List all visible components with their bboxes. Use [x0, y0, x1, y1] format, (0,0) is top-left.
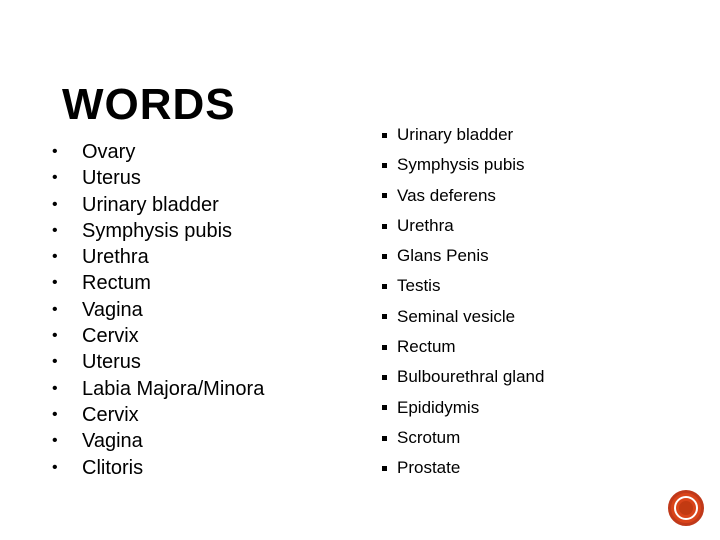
list-item-label: Prostate — [397, 458, 461, 478]
square-bullet-icon — [382, 133, 387, 138]
list-item-label: Seminal vesicle — [397, 306, 516, 326]
square-bullet-icon — [382, 254, 387, 259]
list-item-label: Vas deferens — [397, 185, 496, 205]
list-item — [382, 423, 544, 453]
list-item — [52, 270, 264, 296]
bullet-icon: • — [52, 327, 58, 345]
square-bullet-icon — [382, 314, 387, 319]
list-item-label: Rectum — [397, 337, 456, 357]
list-item-label: Scrotum — [397, 427, 461, 447]
square-bullet-icon — [382, 163, 387, 168]
list-item-label: Uterus — [82, 351, 141, 374]
list-item — [382, 362, 544, 392]
list-item-label: Symphysis pubis — [397, 155, 525, 175]
bullet-icon: • — [52, 353, 58, 371]
list-item — [382, 332, 544, 362]
bullet-icon: • — [52, 300, 58, 318]
list-item-label: Glans Penis — [397, 246, 489, 266]
bullet-icon: • — [52, 405, 58, 423]
bullet-icon: • — [52, 143, 58, 160]
list-item — [382, 453, 544, 483]
bullet-icon: • — [52, 195, 58, 213]
list-item — [52, 139, 264, 165]
list-item — [52, 402, 264, 428]
list-item — [52, 323, 264, 349]
male-anatomy-list — [382, 120, 544, 484]
bullet-icon: • — [52, 169, 58, 187]
square-bullet-icon — [382, 375, 387, 380]
bullet-icon: • — [52, 274, 58, 292]
bullet-icon: • — [52, 248, 58, 266]
list-item-label: Bulbourethral gland — [397, 367, 545, 387]
square-bullet-icon — [382, 345, 387, 350]
list-item — [52, 218, 264, 244]
list-item — [382, 241, 544, 271]
list-item-label: Urinary bladder — [397, 125, 514, 144]
list-item-label: Vagina — [82, 298, 143, 321]
circle-button-icon[interactable] — [668, 490, 704, 526]
square-bullet-icon — [382, 466, 387, 471]
list-item-label: Urinary bladder — [82, 193, 219, 216]
square-bullet-icon — [382, 405, 387, 410]
list-item — [382, 150, 544, 180]
square-bullet-icon — [382, 284, 387, 289]
bullet-icon: • — [52, 432, 58, 450]
bullet-icon: • — [52, 458, 58, 476]
list-item-label: Urethra — [397, 215, 454, 235]
list-item — [382, 120, 544, 150]
list-item — [52, 455, 264, 481]
list-item — [52, 165, 264, 191]
list-item-label: Cervix — [82, 325, 139, 348]
square-bullet-icon — [382, 193, 387, 198]
list-item — [52, 376, 264, 402]
list-item — [52, 244, 264, 270]
slide-title: WORDS — [62, 80, 236, 129]
bullet-icon: • — [52, 221, 58, 239]
list-item — [52, 297, 264, 323]
list-item — [382, 181, 544, 211]
list-item — [382, 393, 544, 423]
bullet-icon: • — [52, 379, 58, 397]
list-item-label: Uterus — [82, 167, 141, 190]
female-anatomy-list — [52, 139, 264, 481]
list-item-label: Clitoris — [82, 456, 144, 479]
list-item — [52, 349, 264, 375]
list-item-label: Vagina — [82, 430, 143, 453]
square-bullet-icon — [382, 224, 387, 229]
list-item-label: Labia Majora/Minora — [82, 377, 265, 400]
square-bullet-icon — [382, 436, 387, 441]
list-item — [382, 302, 544, 332]
list-item — [52, 192, 264, 218]
list-item-label: Cervix — [82, 403, 139, 426]
list-item-label: Ovary — [82, 141, 136, 163]
list-item-label: Rectum — [82, 272, 151, 295]
list-item-label: Epididymis — [397, 397, 480, 417]
list-item — [382, 271, 544, 301]
list-item — [382, 211, 544, 241]
list-item-label: Urethra — [82, 246, 149, 269]
list-item-label: Testis — [397, 276, 441, 296]
list-item-label: Symphysis pubis — [82, 219, 233, 242]
list-item — [52, 428, 264, 454]
